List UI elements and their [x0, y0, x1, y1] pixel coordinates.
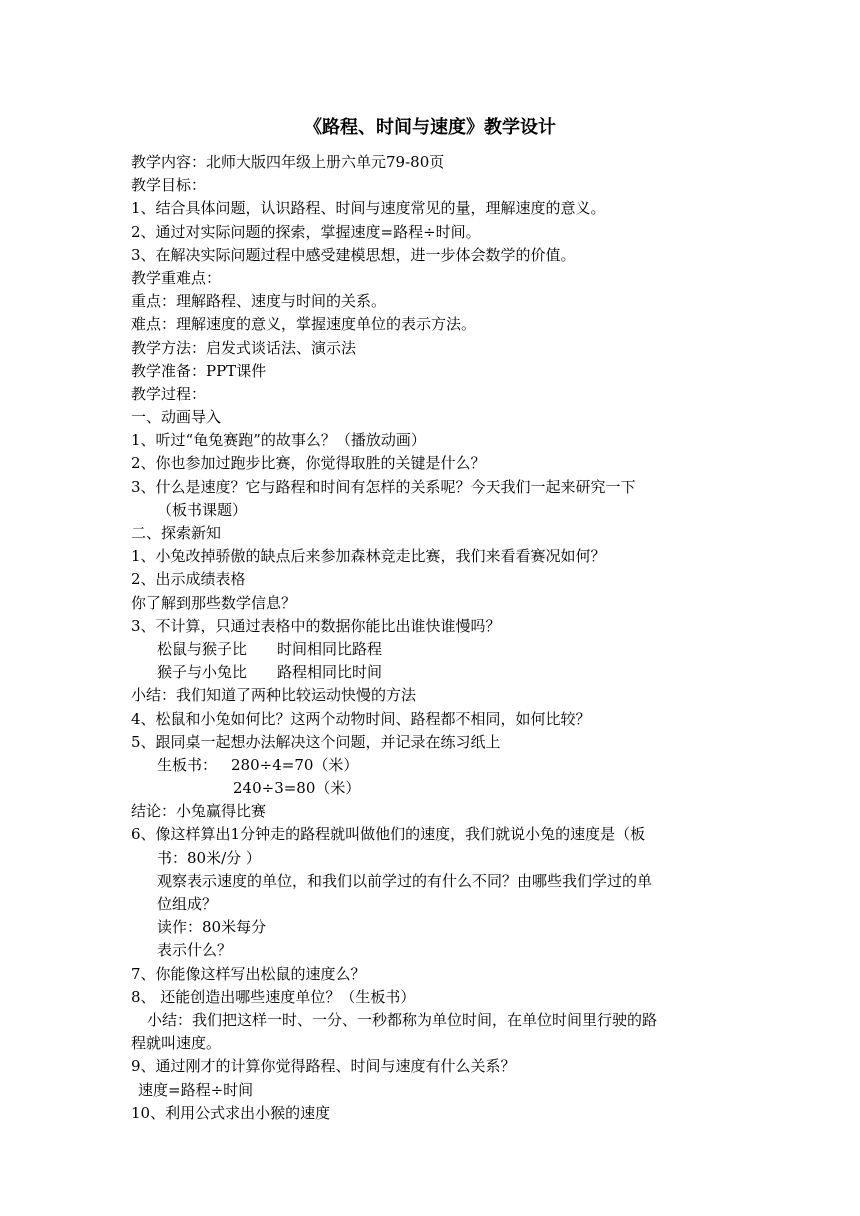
- text-line: 3、在解决实际问题过程中感受建模思想，进一步体会数学的价值。: [131, 245, 576, 264]
- text-line: 6、像这样算出1分钟走的路程就叫做他们的速度，我们就说小兔的速度是（板: [131, 825, 646, 844]
- text-line: 10、利用公式求出小猴的速度: [131, 1103, 331, 1122]
- comparison-row: [131, 661, 731, 684]
- text-line: 教学准备：PPT课件: [131, 361, 267, 380]
- text-line: 观察表示速度的单位，和我们以前学过的有什么不同？由哪些我们学过的单: [157, 871, 653, 890]
- text-line: 1、结合具体问题，认识路程、时间与速度常见的量，理解速度的意义。: [131, 199, 606, 218]
- board-writing-row: [131, 754, 731, 777]
- comparison-method: 路程相同比时间: [277, 663, 383, 682]
- text-line: 5、跟同桌一起想办法解决这个问题，并记录在练习纸上: [131, 732, 501, 751]
- board-writing-label: 生板书：: [157, 755, 218, 774]
- formula: 速度=路程÷时间: [138, 1080, 254, 1099]
- text-line: （板书课题）: [157, 500, 248, 519]
- text-line: 教学内容：北师大版四年级上册六单元79-80页: [131, 153, 445, 171]
- text-line: 位组成？: [157, 895, 218, 913]
- text-line: 3、不计算，只通过表格中的数据你能比出谁快谁慢吗？: [131, 616, 501, 635]
- text-line: 读作：80米每分: [157, 918, 267, 937]
- text-line: 书：80米/分 ）: [157, 848, 261, 867]
- text-line: 结论：小兔赢得比赛: [131, 802, 267, 821]
- text-line: 难点：理解速度的意义，掌握速度单位的表示方法。: [131, 315, 477, 334]
- section-heading: 一、动画导入: [131, 408, 222, 427]
- text-line: 1、听过“龟兔赛跑”的故事么？（播放动画）: [131, 431, 426, 450]
- text-line: 1、小兔改掉骄傲的缺点后来参加森林竞走比赛，我们来看看赛况如何？: [131, 547, 606, 566]
- text-line: 教学方法：启发式谈话法、演示法: [131, 338, 357, 357]
- text-line: 8、 还能创造出哪些速度单位？（生板书）: [131, 987, 416, 1006]
- text-line: 小结：我们把这样一时、一分、一秒都称为单位时间，在单位时间里行驶的路: [147, 1010, 658, 1029]
- calculation: 280÷4=70（米）: [231, 755, 359, 774]
- text-line: 2、你也参加过跑步比赛，你觉得取胜的关键是什么？: [131, 454, 486, 473]
- document-title: 《路程、时间与速度》教学设计: [304, 117, 556, 138]
- text-line: 表示什么？: [157, 941, 233, 960]
- text-line: 教学重难点：: [131, 268, 222, 287]
- text-line: 教学目标：: [131, 176, 207, 195]
- text-line: 小结：我们知道了两种比较运动快慢的方法: [131, 686, 417, 705]
- comparison-pair: 松鼠与猴子比: [157, 639, 248, 658]
- comparison-row: [131, 638, 731, 661]
- text-line: 程就叫速度。: [131, 1034, 222, 1053]
- comparison-pair: 猴子与小兔比: [157, 663, 248, 682]
- text-line: 你了解到那些数学信息？: [131, 593, 297, 612]
- text-line: 7、你能像这样写出松鼠的速度么？: [131, 964, 366, 983]
- text-line: 2、出示成绩表格: [131, 570, 246, 589]
- calculation: 240÷3=80（米）: [233, 779, 361, 798]
- section-heading: 二、探索新知: [131, 524, 222, 542]
- text-line: 重点：理解路程、速度与时间的关系。: [131, 292, 387, 311]
- comparison-method: 时间相同比路程: [277, 639, 383, 658]
- text-line: 3、什么是速度？它与路程和时间有怎样的关系呢？今天我们一起来研究一下: [131, 477, 636, 496]
- text-line: 9、通过刚才的计算你觉得路程、时间与速度有什么关系？: [131, 1057, 516, 1076]
- document-body: [131, 151, 731, 1125]
- text-line: 2、通过对实际问题的探索，掌握速度=路程÷时间。: [131, 222, 481, 241]
- text-line: 4、松鼠和小兔如何比？这两个动物时间、路程都不相同，如何比较？: [131, 709, 591, 728]
- text-line: 教学过程：: [131, 384, 207, 403]
